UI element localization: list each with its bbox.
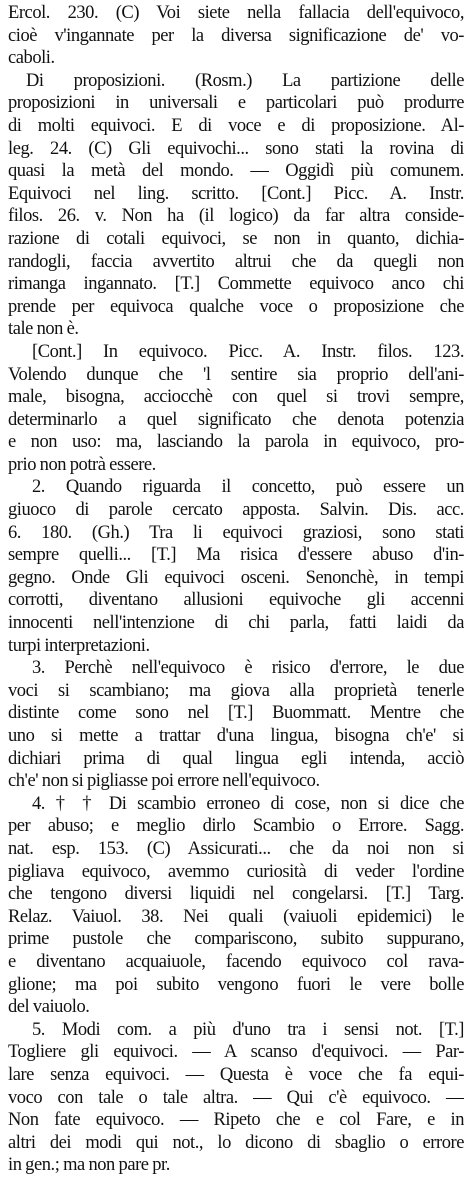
text-line: nat. esp. 153. (C) Assicurati... che da noi non si bbox=[8, 838, 464, 859]
text-line: [Cont.] In equivoco. Picc. A. Instr. filos. 123. bbox=[32, 341, 464, 362]
text-line: ch'e' non si pigliasse poi errore nell'equivoco. bbox=[8, 771, 320, 792]
text-line: innocenti nell'intenzione di chi parla, fatti laidi da bbox=[8, 613, 464, 634]
text-line: gegno. Onde Gli equivoci osceni. Senonchè, in tempi bbox=[8, 567, 464, 588]
text-line: pigliava equivoco, avemmo curiosità di veder l'ordine bbox=[8, 861, 464, 882]
text-line: 2. Quando riguarda il concetto, può essere un bbox=[32, 477, 464, 498]
text-line: uno si mette a trattar d'una lingua, bisogna ch'e' si bbox=[8, 726, 464, 746]
text-line: Equivoci nel ling. scritto. [Cont.] Picc. A. Instr. bbox=[8, 183, 464, 204]
text-line: prime pustole che compariscono, subito suppurano, bbox=[8, 929, 464, 950]
text-line: dichiari prima di qual lingua egli intenda, acciò bbox=[8, 748, 464, 769]
text-line: giuoco di parole cercato apposta. Salvin. Dis. acc. bbox=[8, 500, 464, 521]
text-line: voco con tale o tale altra. — Qui c'è equivoco. — bbox=[8, 1087, 464, 1108]
text-line: leg. 24. (C) Gli equivochi... sono stati la rovina di bbox=[8, 138, 464, 159]
text-line: Di proposizioni. (Rosm.) La partizione delle bbox=[26, 70, 464, 91]
text-line: prende per equivoca qualche voce o proposizione che bbox=[8, 296, 464, 317]
text-line: turpi interpretazioni. bbox=[8, 635, 150, 656]
text-line: Volendo dunque che 'l sentire sia proprio dell'ani- bbox=[8, 364, 464, 385]
text-line: per abuso; e meglio dirlo Scambio o Errore. Sagg. bbox=[8, 816, 464, 837]
text-line: 5. Modi com. a più d'uno tra i sensi not. [T.] bbox=[32, 1019, 464, 1040]
text-line: filos. 26. v. Non ha (il logico) da far altra conside- bbox=[8, 206, 464, 227]
text-line: randogli, faccia avvertito altrui che da quegli non bbox=[8, 251, 464, 272]
text-line: del vaiuolo. bbox=[8, 997, 90, 1018]
text-line: corrotti, diventano allusioni equivoche gli accenni bbox=[8, 590, 464, 611]
text-line: Relaz. Vaiuol. 38. Nei quali (vaiuoli epidemici) le bbox=[8, 906, 464, 927]
text-line: male, bisogna, acciocchè con quel si trovi sempre, bbox=[8, 387, 464, 408]
text-line: altri dei modi qui not., lo dicono di sbaglio o errore bbox=[8, 1132, 464, 1153]
text-line: Togliere gli equivoci. — A scanso d'equivoci. — Par- bbox=[8, 1042, 464, 1063]
text-line: e diventano acquaiuole, facendo equivoco col rava- bbox=[8, 951, 464, 972]
text-line: cioè v'ingannate per la diversa significazione de' vo- bbox=[8, 25, 464, 46]
text-line: glione; ma poi subito vengono fuori le vere bolle bbox=[8, 974, 464, 995]
text-line: di molti equivoci. E di voce e di proposizione. Al- bbox=[8, 115, 464, 136]
text-line: tale non è. bbox=[8, 319, 79, 340]
text-line: che tengono diversi liquidi nel congelarsi. [T.] Targ. bbox=[8, 884, 464, 905]
text-line: caboli. bbox=[8, 48, 55, 69]
text-line: rimanga ingannato. [T.] Commette equivoco anco chi bbox=[8, 274, 464, 295]
text-line: Ercol. 230. (C) Voi siete nella fallacia dell'equivoco, bbox=[8, 3, 464, 23]
entry-text-column bbox=[8, 2, 464, 1177]
text-line: proposizioni in universali e particolari può produrre bbox=[8, 93, 464, 114]
text-line: 4. † † Di scambio erroneo di cose, non si dice che bbox=[32, 793, 464, 814]
text-line: distinte come sono nel [T.] Buommatt. Mentre che bbox=[8, 703, 464, 724]
text-line: voci si scambiano; ma giova alla proprietà tenerle bbox=[8, 680, 464, 701]
text-line: sempre quelli... [T.] Ma risica d'essere abuso d'in- bbox=[8, 545, 464, 566]
text-line: Non fate equivoco. — Ripeto che e col Fare, e in bbox=[8, 1110, 464, 1131]
text-line: lare senza equivoci. — Questa è voce che fa equi- bbox=[8, 1064, 464, 1085]
text-line: quasi la metà del mondo. — Oggidì più comunem. bbox=[8, 161, 464, 182]
text-line: e non uso: ma, lasciando la parola in equivoco, pro- bbox=[8, 432, 464, 453]
text-line: 3. Perchè nell'equivoco è risico d'errore, le due bbox=[32, 658, 464, 679]
text-line: razione di cotali equivoci, se non in quanto, dichia- bbox=[8, 228, 464, 249]
text-line: prio non potrà essere. bbox=[8, 454, 156, 475]
text-line: in gen.; ma non pare pr. bbox=[8, 1155, 170, 1176]
text-line: determinarlo a quel significato che denota potenzia bbox=[8, 409, 464, 430]
text-line: 6. 180. (Gh.) Tra li equivoci graziosi, sono stati bbox=[8, 522, 464, 543]
